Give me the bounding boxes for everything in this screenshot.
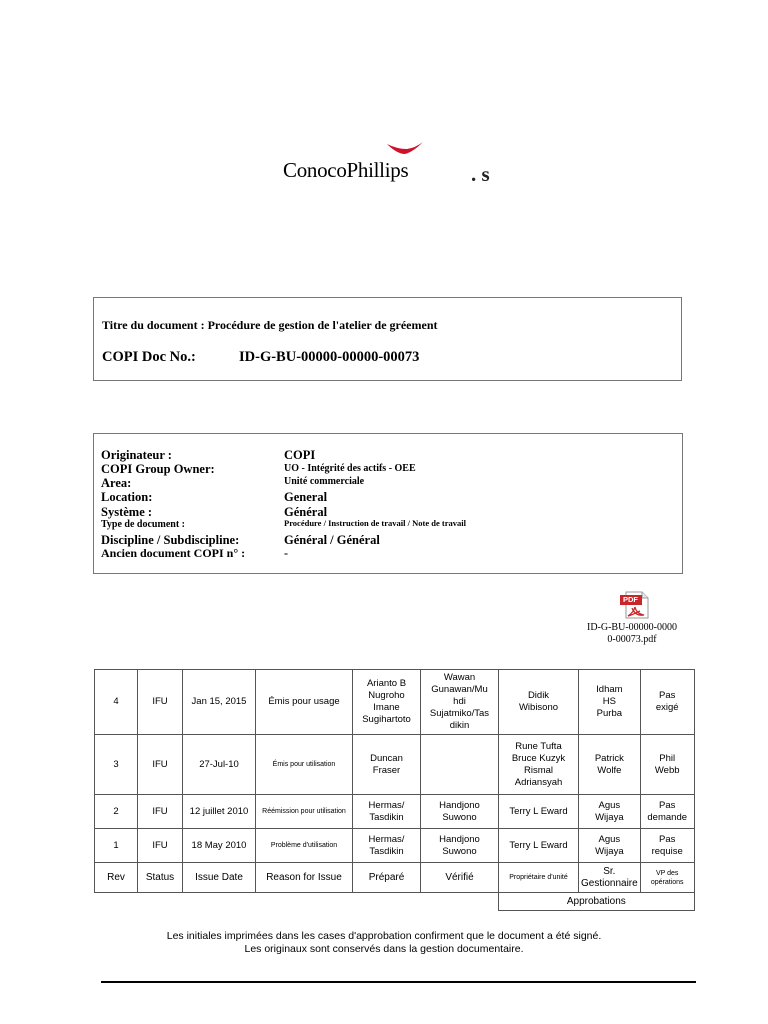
- revision-cell-verifie: [421, 735, 499, 795]
- doc-no-value: ID-G-BU-00000-00000-00073: [239, 349, 420, 365]
- pdf-file-name[interactable]: [582, 622, 682, 646]
- info-value-ancien-doc: -: [284, 546, 288, 560]
- revision-cell-manager: [579, 829, 641, 863]
- revision-cell-line: Wawan: [443, 672, 476, 683]
- revision-cell-line: Rismal: [523, 764, 554, 776]
- doc-title-label: Titre du document :: [102, 318, 205, 332]
- info-label-type: Type de document :: [101, 519, 185, 530]
- doc-title-line: [102, 318, 438, 333]
- revision-cell-line: Rune Tufta: [515, 740, 562, 752]
- revision-row: [95, 829, 695, 863]
- revision-cell-line: Wijaya: [595, 811, 624, 823]
- revision-cell-line: Terry L Eward: [509, 805, 568, 817]
- revision-cell-line: Suwono: [442, 811, 477, 823]
- info-value-systeme: Général: [284, 505, 328, 519]
- revision-cell-rev: 1: [95, 829, 138, 863]
- revision-header-reason: Reason for Issue: [256, 863, 353, 893]
- revision-cell-line: Purba: [596, 708, 623, 719]
- info-label-group-owner: COPI Group Owner:: [101, 462, 215, 476]
- revision-cell-rev: 4: [95, 670, 138, 735]
- info-label-ancien-doc: Ancien document COPI n° :: [101, 546, 246, 560]
- revision-cell-prepare: [353, 795, 421, 829]
- revision-cell-prepare: [353, 735, 421, 795]
- revision-header-status: Status: [138, 863, 183, 893]
- revision-cell-reason: Émis pour utilisation: [256, 735, 353, 795]
- logo-wordmark: ConocoPhillips: [283, 158, 409, 182]
- revision-cell-date: 27-Jul-10: [183, 735, 256, 795]
- info-value-discipline: Général / Général: [284, 533, 380, 547]
- pdf-icon-label: PDF: [623, 595, 638, 604]
- revision-cell-vp: [640, 670, 694, 735]
- revision-header-date: Issue Date: [183, 863, 256, 893]
- revision-cell-line: Pas: [659, 690, 676, 701]
- doc-title-value: Procédure de gestion de l'atelier de gréement: [207, 318, 438, 332]
- info-label-systeme: Système :: [101, 505, 153, 519]
- revision-cell-line: Idham: [596, 684, 623, 695]
- info-value-group-owner: UO - Intégrité des actifs - OEE: [284, 463, 416, 474]
- revision-cell-line: Imane: [373, 702, 400, 713]
- document-title-box: [93, 297, 682, 381]
- revision-cell-manager: [579, 735, 641, 795]
- revision-cell-line: Adriansyah: [514, 776, 563, 788]
- revision-cell-verifie: [421, 829, 499, 863]
- revision-cell-line: Webb: [654, 764, 680, 776]
- footer-rule: [101, 981, 696, 983]
- revision-cell-reason: Émis pour usage: [256, 670, 353, 735]
- revision-cell-rev: 2: [95, 795, 138, 829]
- revision-cell-line: Pas: [659, 833, 676, 845]
- revision-cell-line: Fraser: [372, 764, 401, 776]
- revision-header-prepare: Préparé: [353, 863, 421, 893]
- revision-cell-line: Wijaya: [595, 845, 624, 857]
- revision-cell-line: Hermas/: [368, 833, 405, 845]
- revision-cell-line: Wibisono: [518, 702, 559, 713]
- revision-cell-line: Didik: [527, 690, 550, 701]
- company-logo: [283, 140, 523, 190]
- logo-fragment: . s: [471, 162, 490, 186]
- revision-cell-line: HS: [602, 696, 616, 707]
- revision-cell-line: demande: [647, 811, 688, 823]
- revision-header-verifie: Vérifié: [421, 863, 499, 893]
- revision-cell-owner: [499, 795, 579, 829]
- revision-header-row: [95, 863, 695, 893]
- revision-cell-line: Sugihartoto: [362, 714, 411, 725]
- revision-header-manager: Sr. Gestionnaire: [579, 863, 641, 893]
- revision-cell-prepare: [353, 829, 421, 863]
- revision-cell-prepare: [353, 670, 421, 735]
- revision-cell-line: Nugroho: [368, 690, 405, 701]
- info-label-location: Location:: [101, 490, 153, 504]
- revision-header-rev: Rev: [95, 863, 138, 893]
- revision-cell-date: 18 May 2010: [183, 829, 256, 863]
- info-value-location: General: [284, 490, 328, 504]
- revision-cell-vp: [640, 795, 694, 829]
- document-info-box: [93, 433, 683, 574]
- originals-note: Les originaux sont conservés dans la gestion documentaire.: [244, 943, 524, 955]
- revision-row: [95, 735, 695, 795]
- approvals-label: Approbations: [499, 893, 695, 911]
- revision-cell-line: Hermas/: [368, 799, 405, 811]
- revision-cell-line: Handjono: [439, 799, 480, 811]
- info-value-originateur: COPI: [284, 448, 316, 462]
- revision-cell-line: Arianto B: [366, 678, 407, 689]
- revision-cell-line: exigé: [655, 702, 679, 713]
- revision-header-owner: Propriétaire d'unité: [499, 863, 579, 893]
- revision-cell-vp: [640, 829, 694, 863]
- doc-no-label: COPI Doc No.:: [102, 349, 196, 365]
- approvals-spacer: [95, 893, 499, 911]
- revision-cell-verifie: [421, 795, 499, 829]
- revision-cell-line: Agus: [598, 833, 621, 845]
- revision-cell-line: Wolfe: [597, 764, 622, 776]
- revision-row: [95, 670, 695, 735]
- revision-cell-line: dikin: [449, 720, 470, 731]
- revision-cell-line: hdi: [453, 696, 466, 707]
- approval-note: Les initiales imprimées dans les cases d'approbation confirment que le document a été signé.: [166, 930, 602, 942]
- revision-cell-owner: [499, 829, 579, 863]
- revision-cell-manager: [579, 795, 641, 829]
- revision-cell-date: 12 juillet 2010: [183, 795, 256, 829]
- revision-cell-line: Suwono: [442, 845, 477, 857]
- revision-cell-manager: [579, 670, 641, 735]
- revision-cell-line: Pas: [659, 799, 676, 811]
- revision-cell-line: Gunawan/Mu: [431, 684, 488, 695]
- revision-cell-line: Tasdikin: [369, 845, 404, 857]
- pdf-file-icon[interactable]: [620, 591, 650, 619]
- info-label-discipline: Discipline / Subdiscipline:: [101, 533, 240, 547]
- revision-cell-status: IFU: [138, 795, 183, 829]
- revision-cell-owner: [499, 735, 579, 795]
- info-value-area: Unité commerciale: [284, 476, 365, 487]
- revision-cell-line: Agus: [598, 799, 621, 811]
- revision-cell-reason: Problème d'utilisation: [256, 829, 353, 863]
- revision-cell-line: Tasdikin: [369, 811, 404, 823]
- revision-cell-rev: 3: [95, 735, 138, 795]
- revision-cell-status: IFU: [138, 735, 183, 795]
- pdf-file-name-line1: ID-G-BU-00000-0000: [587, 622, 677, 633]
- revision-cell-status: IFU: [138, 670, 183, 735]
- revision-cell-verifie: [421, 670, 499, 735]
- revision-cell-owner: [499, 670, 579, 735]
- revision-cell-line: Phil: [659, 752, 676, 764]
- revision-cell-vp: [640, 735, 694, 795]
- approvals-row: [95, 893, 695, 911]
- revision-cell-line: Duncan: [370, 752, 403, 764]
- info-label-originateur: Originateur :: [101, 448, 172, 462]
- info-label-area: Area:: [101, 476, 132, 490]
- revision-row: [95, 795, 695, 829]
- revision-cell-status: IFU: [138, 829, 183, 863]
- revision-cell-line: Sujatmiko/Tas: [429, 708, 490, 719]
- revision-cell-line: Handjono: [439, 833, 480, 845]
- revision-cell-line: Patrick: [594, 752, 624, 764]
- revision-cell-reason: Réémission pour utilisation: [256, 795, 353, 829]
- info-value-type: Procédure / Instruction de travail / Note de travail: [284, 518, 466, 528]
- logo-mark-icon: [385, 140, 425, 160]
- revision-table: [94, 669, 695, 911]
- revision-cell-line: requise: [651, 845, 683, 857]
- revision-cell-date: Jan 15, 2015: [183, 670, 256, 735]
- revision-cell-line: Terry L Eward: [509, 839, 568, 851]
- revision-header-vp: VP des opérations: [640, 863, 694, 893]
- revision-cell-line: Bruce Kuzyk: [511, 752, 566, 764]
- pdf-file-name-line2: 0-00073.pdf: [607, 634, 657, 645]
